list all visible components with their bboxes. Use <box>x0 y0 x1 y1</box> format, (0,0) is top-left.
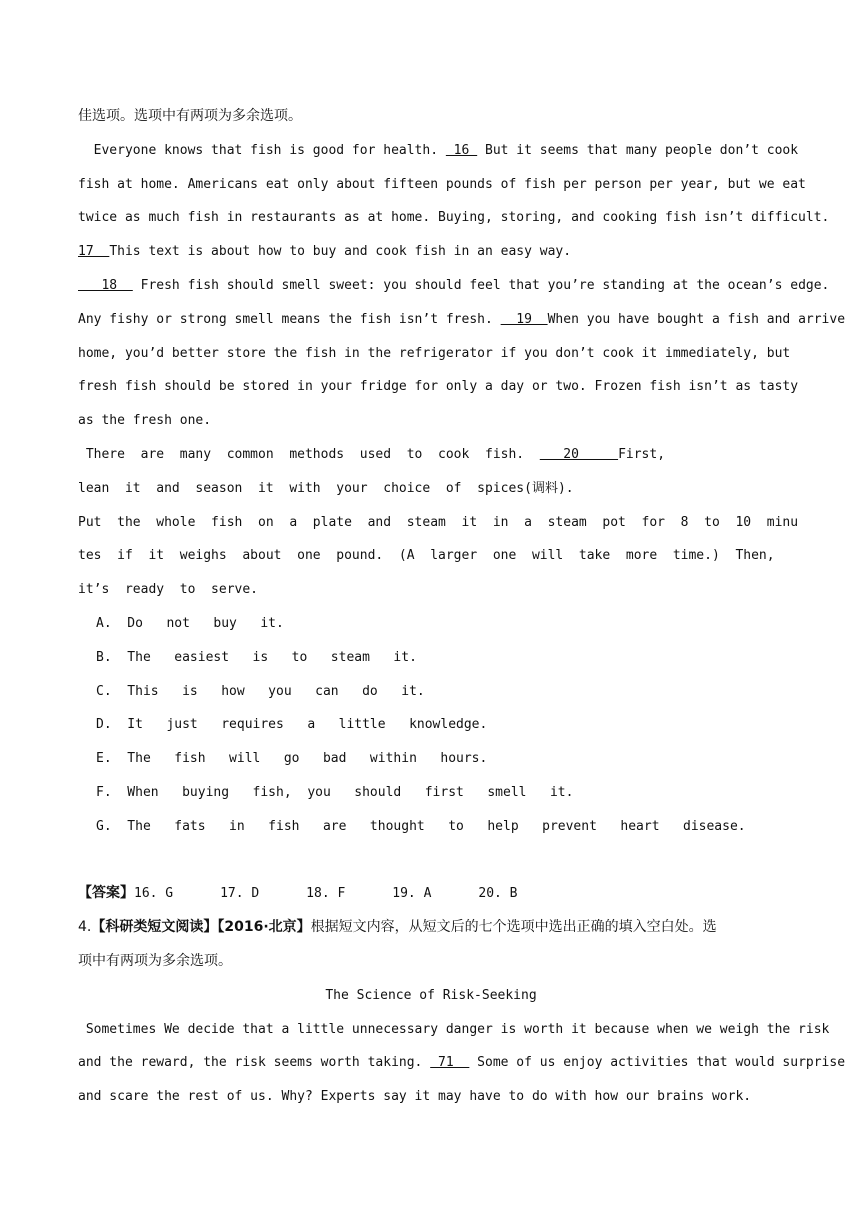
text-span: Everyone knows that fish is good for health. <box>78 142 446 158</box>
source-tag: 【2016·北京】 <box>217 919 311 936</box>
text-span: When you have bought a fish and arrive <box>547 311 846 327</box>
passage1-line: fish at home. Americans eat only about fifteen pounds of fish per person per year, but we eat <box>78 176 806 192</box>
instruction-tail: 佳选项。选项中有两项为多余选项。 <box>78 108 302 124</box>
answer-text: 16. G 17. D 18. F 19. A 20. B <box>134 886 518 902</box>
blank-20: 20 <box>539 446 619 462</box>
passage1-line: home, you’d better store the fish in the refrigerator if you don’t cook it immediately, but <box>78 345 791 361</box>
passage1-line <box>78 303 846 337</box>
blank-17: 17 <box>78 244 110 260</box>
option-b: B. The easiest is to steam it. <box>96 649 417 665</box>
blank-16: 16 <box>445 142 478 158</box>
answer-line <box>78 877 784 911</box>
question-4-heading <box>78 911 784 945</box>
passage1-line: tes if it weighs about one pound. (A larger one will take more time.) Then, <box>78 548 775 564</box>
text-span: But it seems that many people don’t cook <box>477 142 799 158</box>
passage1-line: lean it and season it with your choice of spices(调料). <box>78 480 574 496</box>
question-number: 4. <box>78 919 92 936</box>
passage1-line: twice as much fish in restaurants as at home. Buying, storing, and cooking fish isn’t difficult. <box>78 210 830 226</box>
text-span: Any fishy or strong smell means the fish isn’t fresh. <box>78 311 501 327</box>
passage1-line: Put the whole fish on a plate and steam it in a steam pot for 8 to 10 minu <box>78 514 799 530</box>
passage2-line: Sometimes We decide that a little unnecessary danger is worth it because when we weigh the risk <box>78 1021 830 1037</box>
option-d: D. It just requires a little knowledge. <box>96 717 488 733</box>
text-span: First, <box>618 446 666 462</box>
answer-label: 【答案】 <box>78 885 134 902</box>
passage1-line <box>78 438 784 472</box>
spacer <box>78 844 784 878</box>
passage1-line: it’s ready to serve. <box>78 582 259 598</box>
text-span: Fresh fish should smell sweet: you should feel that you’re standing at the ocean’s edge. <box>132 277 830 293</box>
option-c: C. This is how you can do it. <box>96 683 425 699</box>
category-tag: 【科研类短文阅读】 <box>91 919 218 936</box>
passage1-line <box>78 269 830 303</box>
text-span: and the reward, the risk seems worth taking. <box>78 1055 431 1071</box>
blank-71: 71 <box>430 1055 470 1071</box>
passage1-line <box>78 134 799 168</box>
passage1-line <box>78 235 784 269</box>
blank-18: 18 <box>78 277 133 293</box>
option-e: E. The fish will go bad within hours. <box>96 751 488 767</box>
passage1-line: as the fresh one. <box>78 413 212 429</box>
document-page <box>78 100 846 1114</box>
passage2-line <box>78 1046 846 1080</box>
option-g: G. The fats in fish are thought to help prevent heart disease. <box>96 818 746 834</box>
passage1-line: fresh fish should be stored in your fridge for only a day or two. Frozen fish isn’t as tasty <box>78 379 799 395</box>
blank-19: 19 <box>500 311 548 327</box>
instruction-text: 根据短文内容，从短文后的七个选项中选出正确的填入空白处。选 <box>310 919 717 936</box>
passage-title: The Science of Risk-Seeking <box>325 987 537 1003</box>
text-span: Some of us enjoy activities that would surprise <box>469 1055 846 1071</box>
instruction-line: 项中有两项为多余选项。 <box>78 952 232 969</box>
text-span: There are many common methods used to cook fish. <box>78 446 540 462</box>
text-span: This text is about how to buy and cook fish in an easy way. <box>109 244 572 260</box>
passage2-line: and scare the rest of us. Why? Experts say it may have to do with how our brains work. <box>78 1089 752 1105</box>
option-a: A. Do not buy it. <box>96 615 284 631</box>
option-f: F. When buying fish, you should first smell it. <box>96 784 574 800</box>
